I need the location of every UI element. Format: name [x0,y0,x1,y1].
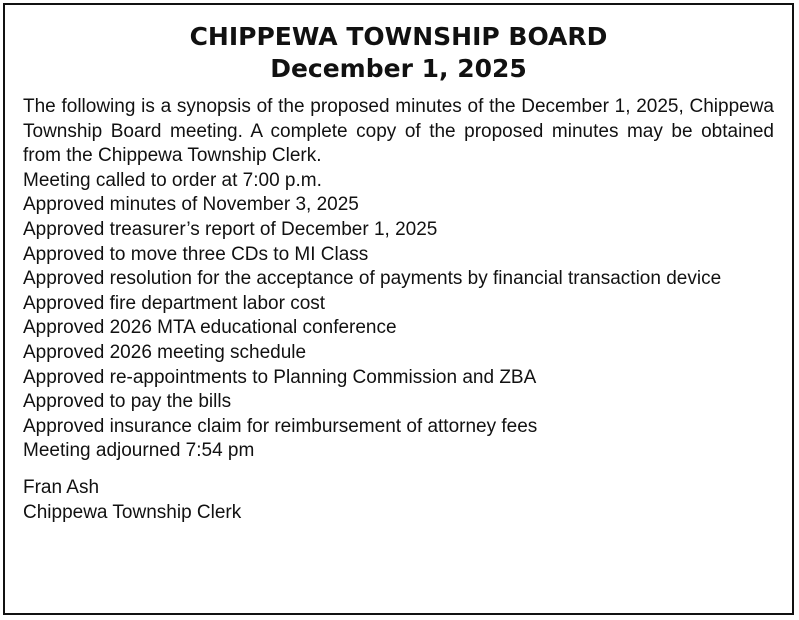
notice-title: CHIPPEWA TOWNSHIP BOARD [189,22,608,51]
intro-paragraph: The following is a synopsis of the proposed minutes of the December 1, 2025, Chippewa Township Board meeting. A complete copy of the proposed minutes may be obtained from the Chippewa Township Clerk. [23,96,774,167]
minutes-item: Approved re-appointments to Planning Commission and ZBA [23,366,537,388]
public-notice [3,3,794,615]
minutes-item: Meeting called to order at 7:00 p.m. [23,169,322,191]
minutes-item: Approved to move three CDs to MI Class [23,243,369,265]
minutes-item: Approved resolution for the acceptance of payments by financial transaction device [23,268,722,290]
minutes-item: Approved insurance claim for reimbursement of attorney fees [23,415,538,437]
minutes-item: Approved 2026 meeting schedule [23,341,307,363]
clerk-title: Chippewa Township Clerk [23,501,242,523]
minutes-item: Approved 2026 MTA educational conference [23,317,397,339]
minutes-item: Approved treasurer’s report of December 1, 2025 [23,218,438,240]
notice-body [23,95,774,464]
minutes-item: Approved fire department labor cost [23,292,326,314]
minutes-item: Meeting adjourned 7:54 pm [23,440,255,462]
minutes-item: Approved to pay the bills [23,391,232,413]
minutes-item: Approved minutes of November 3, 2025 [23,194,359,216]
signature-block [23,476,774,525]
clerk-name: Fran Ash [23,476,100,498]
notice-date: December 1, 2025 [270,54,527,83]
